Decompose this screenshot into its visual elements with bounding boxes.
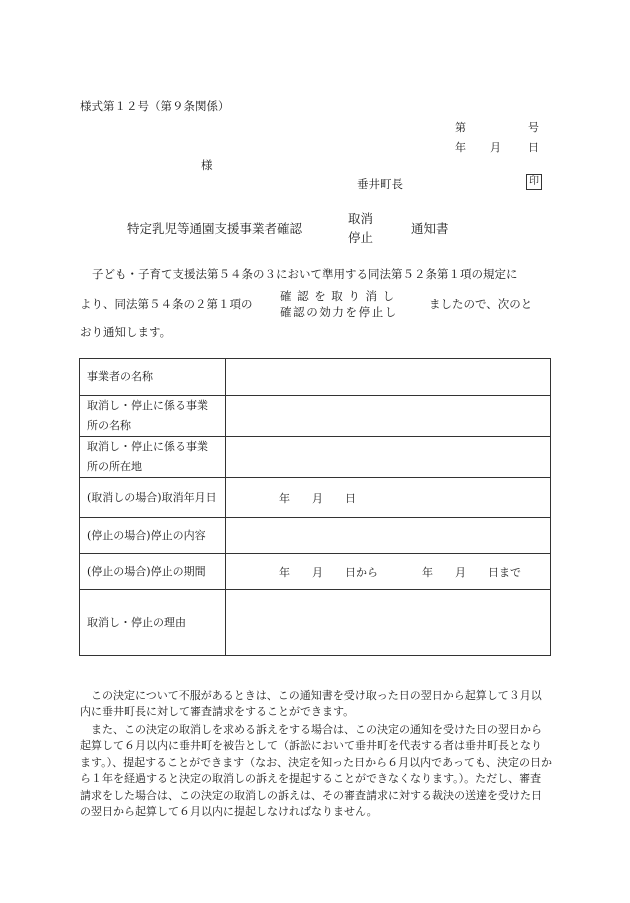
table-row	[80, 590, 551, 656]
body-text-line2-suffix: ましたので、次のと	[429, 297, 533, 311]
body-option-cancel: 確認を取り消し	[280, 289, 400, 303]
row-label: 取消し・停止の理由	[80, 590, 226, 656]
title-option-suspend: 停止	[348, 230, 374, 245]
table-row	[80, 359, 551, 396]
sender-name: 垂井町長	[357, 177, 403, 191]
table-row	[80, 518, 551, 554]
row-value	[226, 518, 551, 554]
row-label: 事業者の名称	[80, 359, 226, 396]
row-value	[226, 590, 551, 656]
row-label: (停止の場合)停止の内容	[80, 518, 226, 554]
row-label: 取消し・停止に係る事業所の所在地	[80, 437, 226, 478]
row-value	[226, 396, 551, 437]
date-year-label: 年	[455, 141, 466, 154]
document-number-suffix: 号	[528, 121, 539, 134]
title-option-cancel: 取消	[348, 211, 374, 226]
body-text-line1: 子ども・子育て支援法第５４条の３において準用する同法第５２条第１項の規定に	[92, 267, 518, 281]
notice-appeal: この決定について不服があるときは、この通知書を受け取った日の翌日から起算して３月以内に垂井町長に対して審査請求をすることができます。	[80, 689, 542, 719]
row-label: (取消しの場合)取消年月日	[80, 478, 226, 518]
notice-lawsuit: また、この決定の取消しを求める訴えをする場合は、この決定の通知を受けた日の翌日から起算して６月以内に垂井町を被告として（訴訟において垂井町を代表する者は垂井町長となります。）、提起することができます（なお、決定を知った日から６月以内であっても、決定の日から１年を経過すると決定の取消しの訴えを提起することができなくなります。）。ただし、審査請求をした場合は、この決定の取消しの訴えは、その審査請求に対する裁決の送達を受けた日の翌日から起算して６月以内に提起しなければなりません。	[80, 723, 553, 819]
row-value: 年 月 日	[226, 478, 551, 518]
row-value	[226, 359, 551, 396]
table-row	[80, 478, 551, 518]
table-row	[80, 437, 551, 478]
body-option-suspend: 確認の効力を停止し	[280, 305, 398, 319]
document-title: 特定乳児等通園支援事業者確認	[127, 221, 303, 236]
row-label: 取消し・停止に係る事業所の名称	[80, 396, 226, 437]
seal-mark: 印	[526, 174, 542, 190]
title-suffix: 通知書	[411, 221, 449, 236]
row-value: 年 月 日から 年 月 日まで	[226, 554, 551, 590]
body-text-line3: おり通知します。	[80, 325, 172, 339]
body-text-line2-prefix: より、同法第５４条の２第１項の	[80, 297, 253, 311]
recipient-honorific: 様	[201, 158, 213, 172]
row-value	[226, 437, 551, 478]
form-number: 様式第１２号（第９条関係）	[80, 99, 230, 113]
date-day-label: 日	[528, 141, 539, 154]
notification-table	[79, 358, 551, 656]
document-number-prefix: 第	[455, 121, 466, 134]
table-row	[80, 396, 551, 437]
date-month-label: 月	[490, 141, 501, 154]
row-label: (停止の場合)停止の期間	[80, 554, 226, 590]
table-row	[80, 554, 551, 590]
